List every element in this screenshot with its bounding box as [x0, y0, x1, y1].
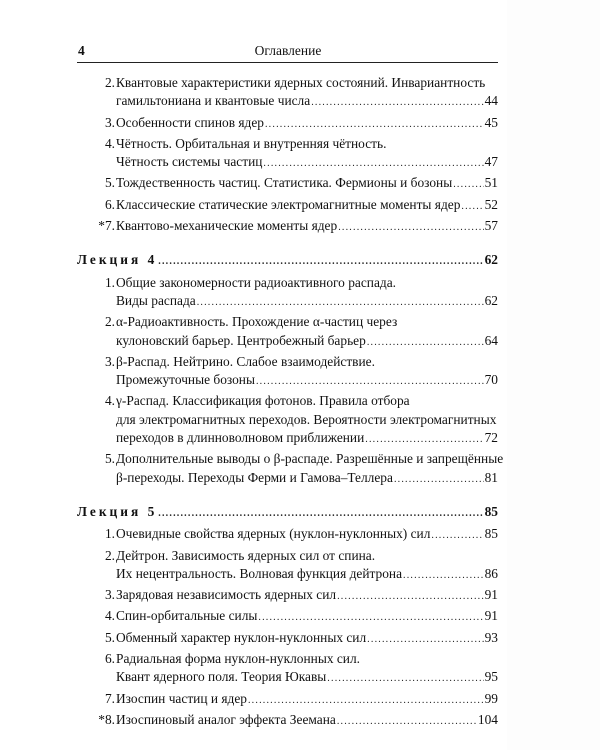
- entry-text-line: Спин-орбитальные силы: [116, 608, 258, 624]
- entry-number: 5.: [104, 451, 115, 467]
- entry-page: 52: [484, 196, 498, 212]
- entry-text-line: γ-Распад. Классификация фотонов. Правила отбора: [116, 393, 410, 409]
- entry-number: 5.: [104, 629, 115, 645]
- toc-entry[interactable]: [77, 174, 498, 194]
- table-of-contents: [77, 74, 504, 732]
- entry-text-line: Изоспиновый аналог эффекта Зеемана: [116, 711, 336, 727]
- entry-text-line: Радиальная форма нуклон-нуклонных сил.: [116, 651, 360, 667]
- entry-text-line: Тождественность частиц. Статистика. Фермионы и бозоны: [116, 175, 453, 191]
- entry-number: *8.: [98, 711, 115, 727]
- entry-text-line: Очевидные свойства ядерных (нуклон-нуклонных) сил: [116, 526, 431, 542]
- entry-number: 4.: [104, 393, 115, 409]
- header-rule: [77, 62, 498, 63]
- entry-text-line: Обменный характер нуклон-нуклонных сил: [116, 629, 367, 645]
- dot-leader: [338, 219, 483, 237]
- entry-text-line: Промежуточные бозоны: [116, 372, 255, 388]
- toc-entry[interactable]: [77, 196, 498, 216]
- entry-number: 3.: [104, 114, 115, 130]
- dot-leader: [327, 670, 483, 688]
- entry-number: 1.: [104, 526, 115, 542]
- entry-text-line: гамильтониана и квантовые числа: [116, 93, 311, 109]
- dot-leader: [367, 631, 483, 649]
- lecture-5-heading[interactable]: [77, 503, 498, 523]
- toc-entry[interactable]: [77, 586, 498, 606]
- entry-text-line: Виды распада: [116, 292, 196, 308]
- entry-text-line: Особенности спинов ядер: [116, 114, 264, 130]
- toc-entry[interactable]: [77, 114, 498, 134]
- entry-number: 6.: [104, 651, 115, 667]
- dot-leader: [311, 94, 483, 112]
- entry-number: 4.: [104, 135, 115, 151]
- entry-text-line: переходов в длинноволновом приближении: [116, 430, 365, 446]
- entry-page: 45: [484, 114, 498, 130]
- entry-text-line: Чётность. Орбитальная и внутренняя чётность.: [116, 135, 387, 151]
- lecture-title: Лекция 5: [77, 503, 158, 519]
- entry-page: 64: [484, 332, 498, 348]
- dot-leader: [258, 609, 483, 627]
- entry-text-line: Общие закономерности радиоактивного распада.: [116, 274, 397, 290]
- entry-text-line: β-переходы. Переходы Ферми и Гамова–Теллера: [116, 469, 393, 485]
- entry-number: 5.: [104, 175, 115, 191]
- entry-page: 91: [484, 608, 498, 624]
- toc-entry[interactable]: [77, 690, 498, 710]
- toc-entry[interactable]: [77, 392, 498, 449]
- dot-leader: [365, 431, 483, 449]
- entry-text-line: Зарядовая независимость ядерных сил: [116, 587, 337, 603]
- entry-number: 2.: [104, 75, 115, 90]
- toc-entry[interactable]: [77, 525, 498, 545]
- dot-leader: [461, 198, 483, 216]
- toc-entry[interactable]: [77, 353, 498, 392]
- dot-leader: [158, 505, 483, 523]
- entry-number: 6.: [104, 196, 115, 212]
- toc-entry[interactable]: [77, 313, 498, 352]
- lecture-page: 85: [484, 503, 498, 519]
- entry-text-line: Дополнительные выводы о β-распаде. Разрешённые и запрещённые: [116, 451, 504, 467]
- entry-page: 81: [484, 469, 498, 485]
- entry-number: 3.: [104, 353, 115, 369]
- toc-entry[interactable]: [77, 74, 498, 113]
- entry-text-line: Дейтрон. Зависимость ядерных сил от спина.: [116, 547, 376, 563]
- dot-leader: [158, 253, 483, 271]
- dot-leader: [248, 692, 484, 710]
- entry-page: 91: [484, 587, 498, 603]
- entry-number: 1.: [104, 274, 115, 290]
- toc-entry[interactable]: [77, 607, 498, 627]
- entry-text-line: α-Радиоактивность. Прохождение α-частиц через: [116, 314, 398, 330]
- entry-page: 62: [484, 292, 498, 308]
- toc-entry-optional[interactable]: [77, 217, 498, 237]
- entry-number: *7.: [98, 218, 115, 234]
- dot-leader: [263, 155, 483, 173]
- entry-page: 99: [484, 690, 498, 706]
- entry-text-line: для электромагнитных переходов. Вероятности электромагнитных: [116, 411, 497, 427]
- entry-page: 70: [484, 372, 498, 388]
- entry-text-line: кулоновский барьер. Центробежный барьер: [116, 332, 366, 348]
- entry-page: 72: [484, 430, 498, 446]
- toc-entry-optional[interactable]: [77, 711, 498, 731]
- entry-text-line: Квант ядерного поля. Теория Юкавы: [116, 669, 327, 685]
- dot-leader: [367, 334, 484, 352]
- toc-entry[interactable]: [77, 547, 498, 586]
- dot-leader: [337, 713, 477, 731]
- entry-page: 104: [477, 711, 498, 727]
- toc-entry[interactable]: [77, 629, 498, 649]
- toc-entry[interactable]: [77, 450, 504, 489]
- running-head: [78, 43, 498, 61]
- entry-text-line: Классические статические электромагнитные моменты ядер: [116, 196, 461, 212]
- entry-text-line: Чётность системы частиц: [116, 154, 263, 170]
- lecture-page: 62: [484, 252, 498, 268]
- dot-leader: [197, 294, 484, 312]
- entry-number: 4.: [104, 608, 115, 624]
- toc-entry[interactable]: [77, 135, 498, 174]
- toc-entry[interactable]: [77, 274, 498, 313]
- toc-entry[interactable]: [77, 650, 498, 689]
- dot-leader: [431, 527, 483, 545]
- entry-number: 2.: [104, 547, 115, 563]
- entry-text-line: Квантово-механические моменты ядер: [116, 218, 338, 234]
- page-number: 4: [78, 43, 85, 58]
- entry-page: 85: [484, 526, 498, 542]
- entry-number: 7.: [104, 690, 115, 706]
- dot-leader: [337, 588, 484, 606]
- dot-leader: [453, 176, 483, 194]
- running-head-title: Оглавление: [254, 43, 322, 58]
- entry-text-line: Их нецентральность. Волновая функция дейтрона: [116, 565, 403, 581]
- entry-page: 57: [484, 218, 498, 234]
- entry-page: 93: [484, 629, 498, 645]
- page-edge-margin: [507, 0, 600, 750]
- dot-leader: [394, 471, 484, 489]
- entry-page: 95: [484, 669, 498, 685]
- entry-number: 2.: [104, 314, 115, 330]
- dot-leader: [265, 116, 484, 134]
- lecture-title: Лекция 4: [77, 252, 158, 268]
- entry-page: 44: [484, 93, 498, 109]
- entry-page: 86: [484, 565, 498, 581]
- entry-text-line: β-Распад. Нейтрино. Слабое взаимодействие.: [116, 353, 375, 369]
- lecture-4-heading[interactable]: [77, 251, 498, 271]
- entry-page: 51: [484, 175, 498, 191]
- entry-text-line: Квантовые характеристики ядерных состояний. Инвариантность: [116, 75, 486, 90]
- entry-page: 47: [484, 154, 498, 170]
- dot-leader: [403, 567, 484, 585]
- entry-number: 3.: [104, 587, 115, 603]
- entry-text-line: Изоспин частиц и ядер: [116, 690, 247, 706]
- dot-leader: [256, 373, 484, 391]
